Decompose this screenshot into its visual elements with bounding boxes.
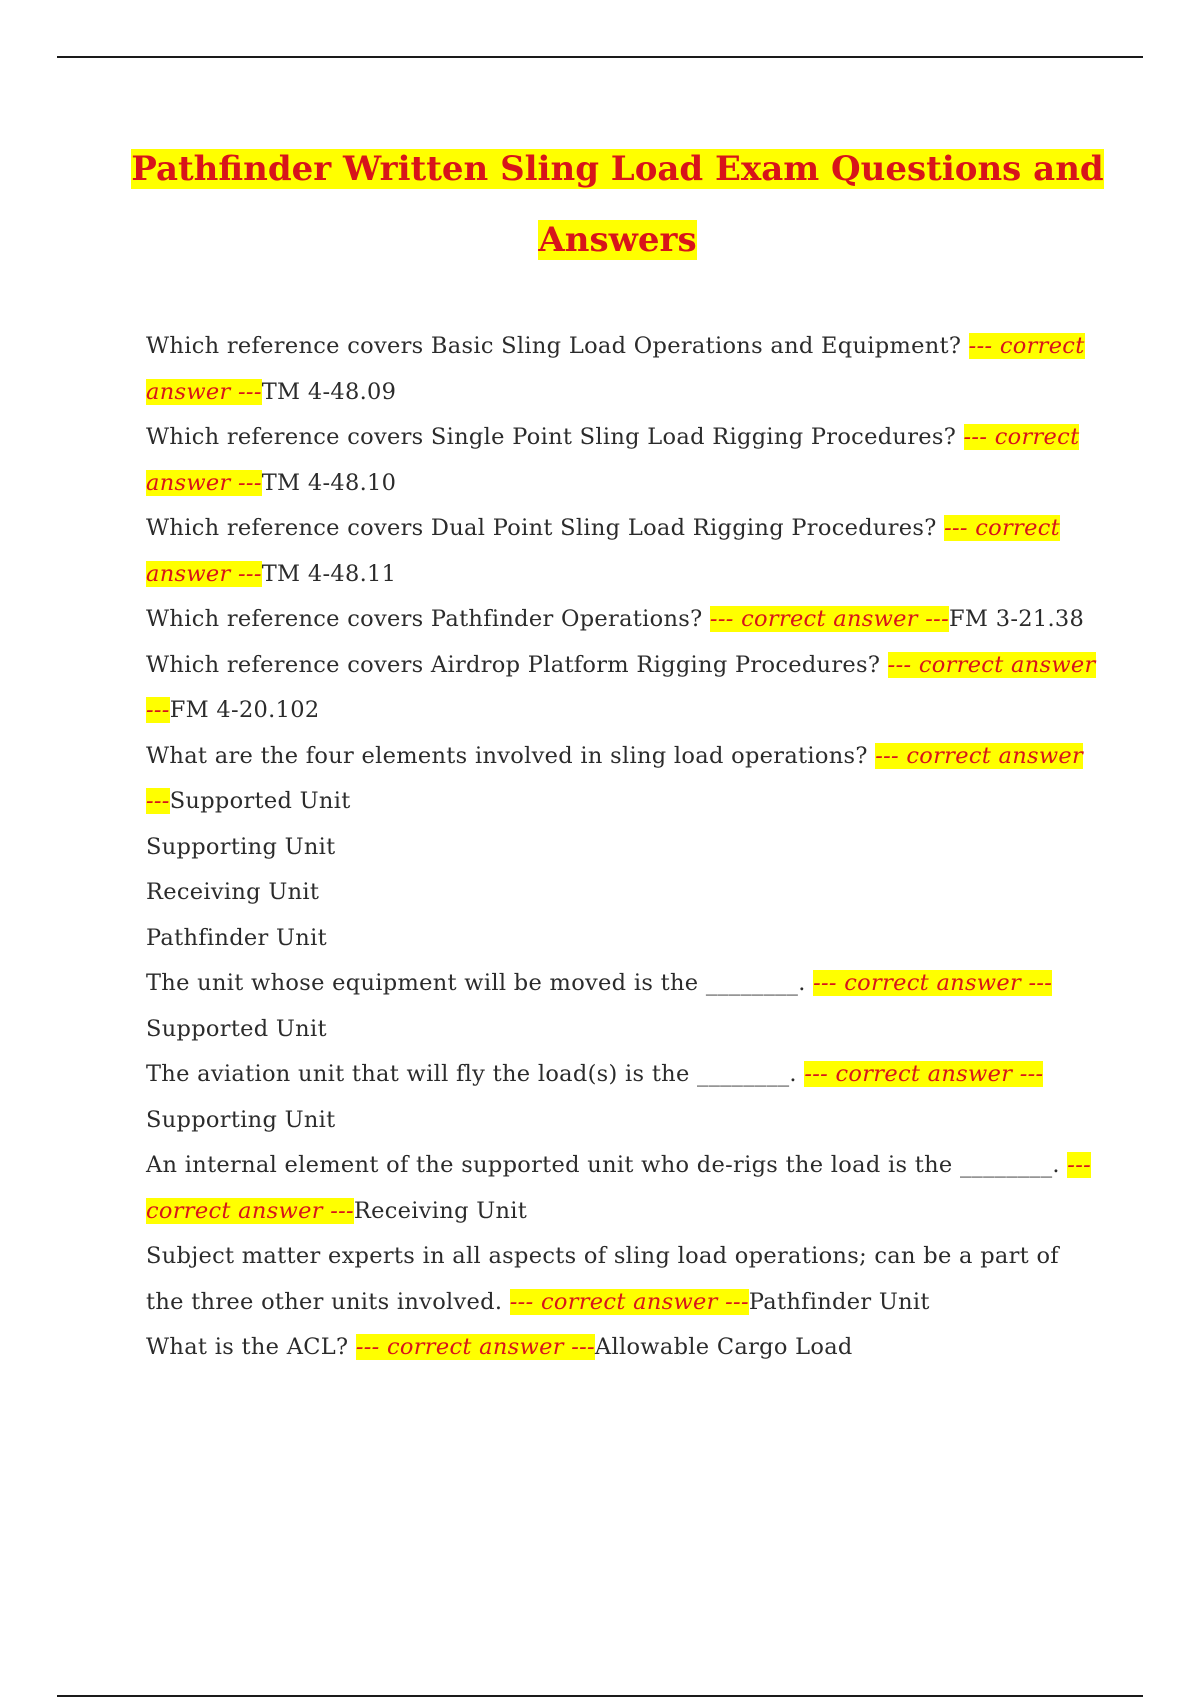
question-text: Which reference covers Pathfinder Operations? xyxy=(146,606,710,632)
answer-text: TM 4-48.11 xyxy=(261,560,397,587)
correct-answer-marker: --- correct answer --- xyxy=(355,1334,595,1360)
correct-answer-marker: --- correct answer --- xyxy=(804,1061,1044,1087)
qa-list xyxy=(146,324,1096,1371)
qa-item xyxy=(146,1052,1096,1143)
question-text: Subject matter experts in all aspects of sling load operations; can be a part of the three other units involved. xyxy=(146,1243,1059,1315)
answer-text: Supported Unit xyxy=(169,788,351,814)
qa-item xyxy=(146,1143,1096,1234)
qa-item xyxy=(146,643,1096,734)
qa-item xyxy=(146,506,1096,597)
correct-answer-marker: --- correct answer --- xyxy=(146,742,1084,814)
document-title-text: Pathfinder Written Sling Load Exam Questions and Answers xyxy=(131,149,1104,260)
answer-text: Allowable Cargo Load xyxy=(594,1334,853,1360)
answer-text: FM 3-21.38 xyxy=(949,606,1085,632)
question-text: Which reference covers Basic Sling Load Operations and Equipment? xyxy=(146,333,969,359)
answer-text: TM 4-48.10 xyxy=(261,469,397,496)
qa-item xyxy=(146,415,1096,506)
correct-answer-marker: --- correct answer --- xyxy=(146,1152,1092,1224)
question-text: Which reference covers Single Point Sling Load Rigging Procedures? xyxy=(146,424,964,450)
correct-answer-marker: --- correct answer --- xyxy=(509,1288,749,1315)
answer-text: Supporting Unit xyxy=(146,1106,336,1133)
correct-answer-marker: --- correct answer --- xyxy=(813,970,1053,996)
answer-text: Pathfinder Unit xyxy=(748,1288,930,1315)
qa-item xyxy=(146,1325,1096,1371)
question-text: The aviation unit that will fly the load(s) is the ________. xyxy=(146,1061,805,1087)
document-title xyxy=(100,134,1135,276)
correct-answer-marker: --- correct answer --- xyxy=(146,651,1096,723)
qa-item xyxy=(146,597,1096,643)
answer-text: Supported Unit xyxy=(146,1015,327,1042)
correct-answer-marker: --- correct answer --- xyxy=(146,424,1080,496)
question-text: What is the ACL? xyxy=(146,1334,356,1360)
question-text: Which reference covers Airdrop Platform Rigging Procedures? xyxy=(146,651,888,678)
qa-item xyxy=(146,1234,1096,1325)
answer-extra-line: Pathfinder Unit xyxy=(146,924,327,951)
bottom-rule xyxy=(57,1695,1143,1697)
answer-text: Receiving Unit xyxy=(353,1197,528,1224)
question-text: Which reference covers Dual Point Sling Load Rigging Procedures? xyxy=(146,515,945,541)
correct-answer-marker: --- correct answer --- xyxy=(709,606,949,632)
correct-answer-marker: --- correct answer --- xyxy=(146,333,1085,405)
answer-text: TM 4-48.09 xyxy=(261,378,397,405)
question-text: The unit whose equipment will be moved is the ________. xyxy=(146,970,814,996)
top-rule xyxy=(57,56,1143,58)
question-text: What are the four elements involved in sling load operations? xyxy=(146,742,876,769)
answer-extra-line: Supporting Unit xyxy=(146,833,336,860)
correct-answer-marker: --- correct answer --- xyxy=(146,515,1060,587)
answer-extra-line: Receiving Unit xyxy=(146,879,320,905)
answer-text: FM 4-20.102 xyxy=(169,697,320,723)
qa-item xyxy=(146,961,1096,1052)
qa-item xyxy=(146,324,1096,415)
question-text: An internal element of the supported unit who de-rigs the load is the ________. xyxy=(146,1152,1068,1178)
qa-item xyxy=(146,734,1096,962)
